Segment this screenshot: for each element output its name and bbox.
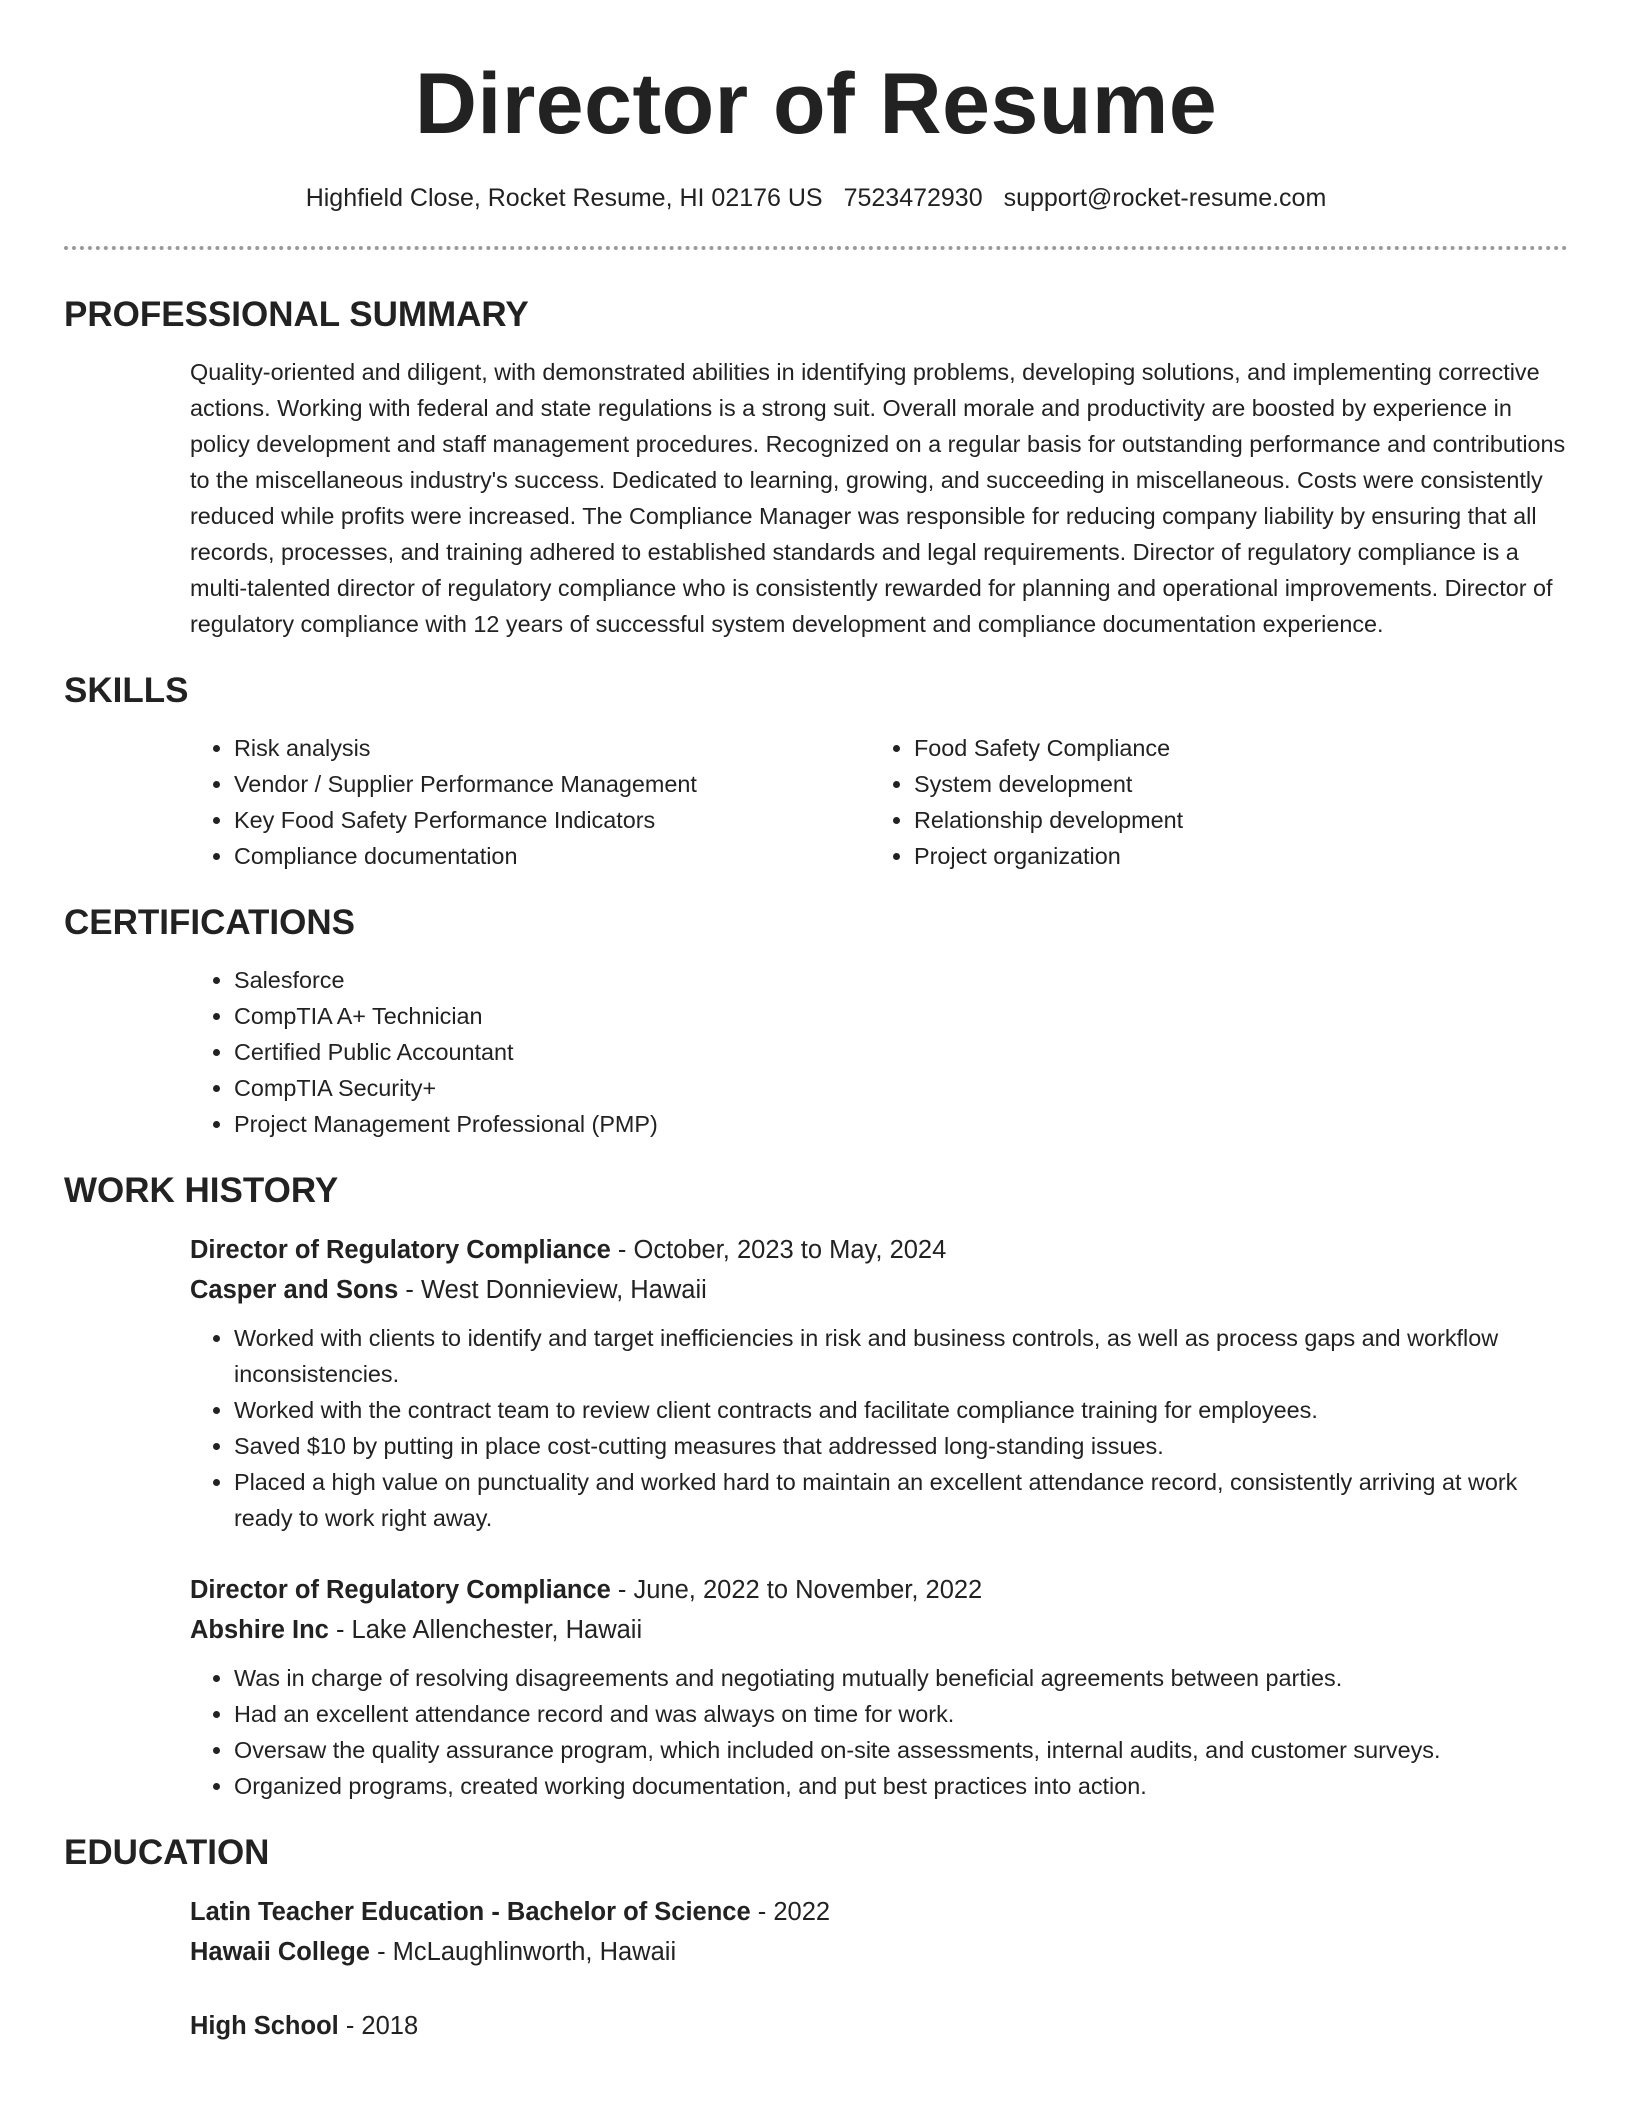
education-degree-line [190,2006,1568,2046]
skill-item: • Vendor / Supplier Performance Management [234,766,870,802]
job-company-line [190,1610,1568,1650]
job-company: Casper and Sons [190,1276,399,1304]
work-history-title: WORK HISTORY [64,1171,339,1210]
resume-page [64,0,1568,2046]
skills-right-column [870,730,1550,874]
skill-item: • Project organization [914,838,1550,874]
education-year: - 2018 [338,2012,419,2040]
certifications-list [190,962,1568,1142]
education-entry [190,1892,1568,1972]
education-degree: Latin Teacher Education - Bachelor of Science [190,1898,751,1926]
job-dates: - June, 2022 to November, 2022 [610,1576,983,1604]
job-bullet: • Worked with clients to identify and target inefficiencies in risk and business controls, as well as process gaps and workflow inconsistencies. [234,1320,1568,1392]
education-degree: High School [190,2012,339,2040]
certification-item: • Certified Public Accountant [234,1034,1568,1070]
skills-title: SKILLS [64,671,189,710]
job-entry [190,1570,1568,1804]
education-school: Hawaii College [190,1938,370,1966]
job-location: - Lake Allenchester, Hawaii [328,1616,643,1644]
job-title-line [190,1230,1568,1270]
skills-section [64,670,1568,874]
skill-item: • Relationship development [914,802,1550,838]
job-bullet: • Oversaw the quality assurance program, which included on-site assessments, internal audits, and customer surveys. [234,1732,1568,1768]
education-title: EDUCATION [64,1833,270,1872]
education-location: - McLaughlinworth, Hawaii [369,1938,677,1966]
job-bullet: • Organized programs, created working documentation, and put best practices into action. [234,1768,1568,1804]
certification-item: • CompTIA Security+ [234,1070,1568,1106]
job-bullet: • Saved $10 by putting in place cost-cutting measures that addressed long-standing issues. [234,1428,1568,1464]
education-year: - 2022 [750,1898,831,1926]
contact-email: support@rocket-resume.com [1003,184,1327,212]
certification-item: • CompTIA A+ Technician [234,998,1568,1034]
job-title-line [190,1570,1568,1610]
work-history-section [64,1170,1568,1804]
skills-left-column [190,730,870,874]
certifications-title: CERTIFICATIONS [64,903,356,942]
skill-item: • Compliance documentation [234,838,870,874]
certification-item: • Salesforce [234,962,1568,998]
education-entry [190,2006,1568,2046]
education-degree-line [190,1892,1568,1932]
job-role: Director of Regulatory Compliance [190,1236,611,1264]
education-section [64,1832,1568,2046]
job-company: Abshire Inc [190,1616,329,1644]
skill-item: • Food Safety Compliance [914,730,1550,766]
certification-item: • Project Management Professional (PMP) [234,1106,1568,1142]
skill-item: • Key Food Safety Performance Indicators [234,802,870,838]
job-location: - West Donnieview, Hawaii [398,1276,707,1304]
job-company-line [190,1270,1568,1310]
certifications-section [64,902,1568,1142]
skill-item: • System development [914,766,1550,802]
skills-columns [190,730,1568,874]
job-bullet: • Placed a high value on punctuality and worked hard to maintain an excellent attendance record, consistently arriving at work ready to work right away. [234,1464,1568,1536]
job-role: Director of Regulatory Compliance [190,1576,611,1604]
contact-line [64,182,1568,214]
contact-address: Highfield Close, Rocket Resume, HI 02176 US [305,184,823,212]
job-bullet: • Worked with the contract team to review client contracts and facilitate compliance training for employees. [234,1392,1568,1428]
job-bullet: • Had an excellent attendance record and was always on time for work. [234,1696,1568,1732]
summary-section [64,294,1568,642]
resume-name: Director of Resume [414,56,1218,152]
job-entry [190,1230,1568,1536]
header-divider [64,246,1568,250]
summary-title: PROFESSIONAL SUMMARY [64,295,529,334]
education-school-line [190,1932,1568,1972]
job-bullet: • Was in charge of resolving disagreements and negotiating mutually beneficial agreements between parties. [234,1660,1568,1696]
summary-text: Quality-oriented and diligent, with demonstrated abilities in identifying problems, developing solutions, and implementing corrective actions. Working with federal and state regulations is a strong suit. Overall morale and productivity are boosted by experience in policy development and staff management procedures. Recognized on a regular basis for outstanding performance and contributions to the miscellaneous industry's success. Dedicated to learning, growing, and succeeding in miscellaneous. Costs were consistently reduced while profits were increased. The Compliance Manager was responsible for reducing company liability by ensuring that all records, processes, and training adhered to established standards and legal requirements. Director of regulatory compliance is a multi-talented director of regulatory compliance who is consistently rewarded for planning and operational improvements. Director of regulatory compliance with 12 years of successful system development and compliance documentation experience. [190,359,1566,637]
skill-item: • Risk analysis [234,730,870,766]
job-dates: - October, 2023 to May, 2024 [610,1236,947,1264]
contact-phone: 7523472930 [843,184,983,212]
